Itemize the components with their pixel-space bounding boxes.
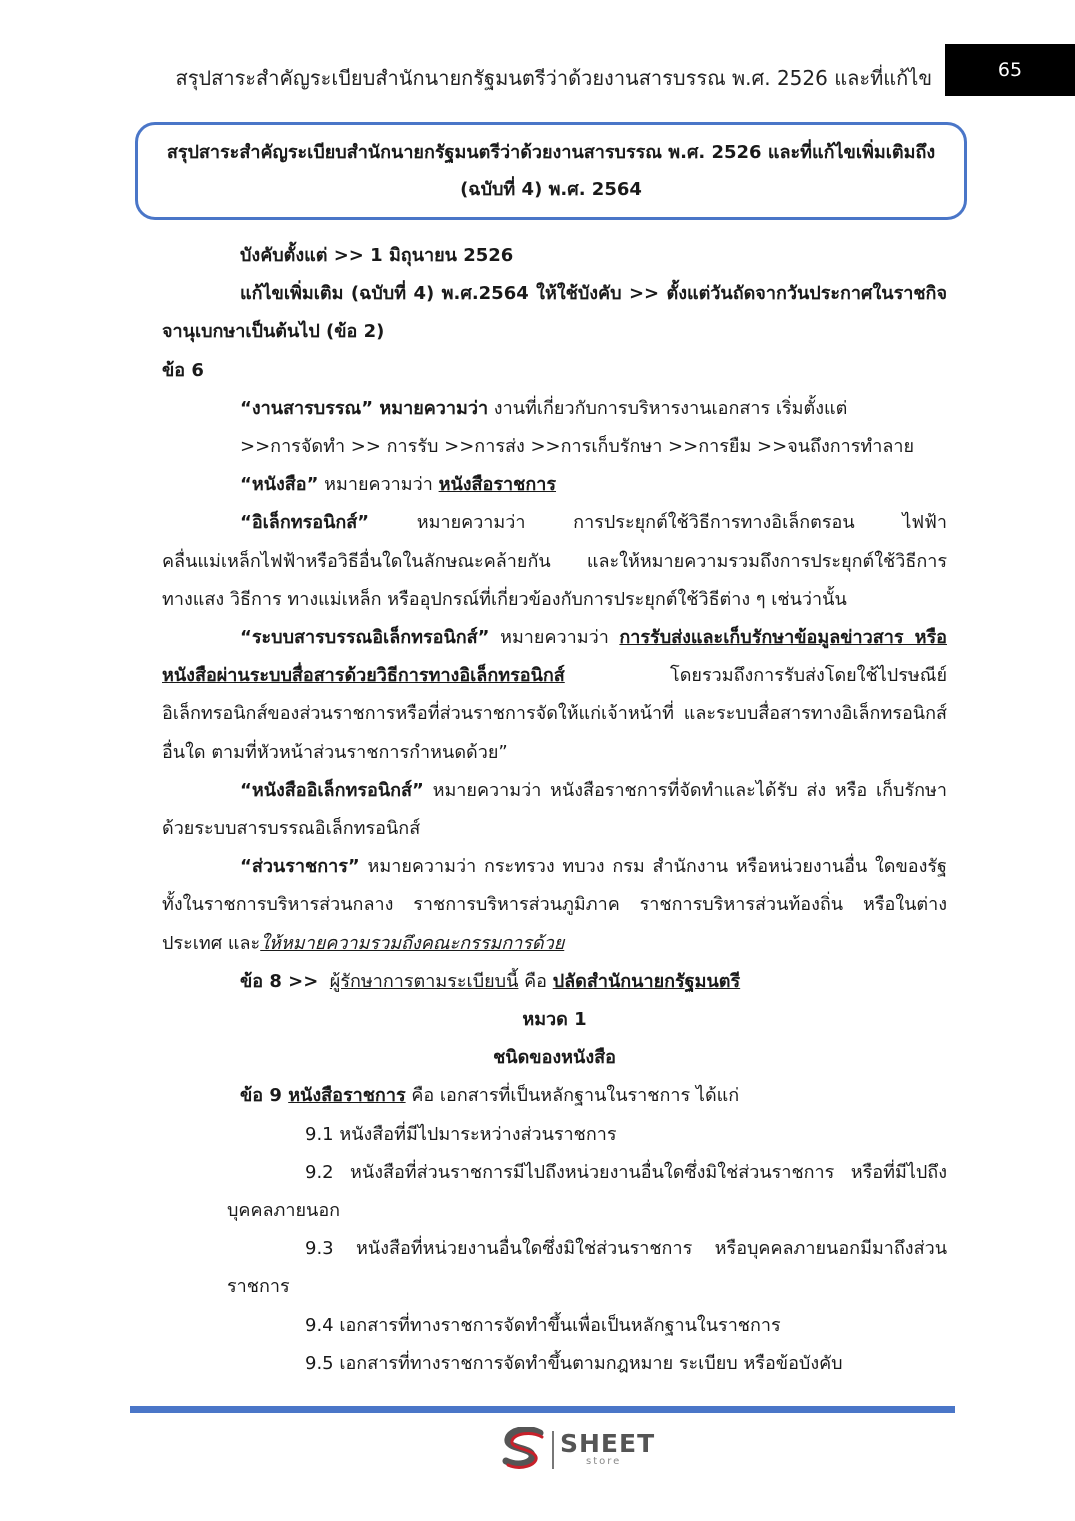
clause-6-heading: ข้อ 6 xyxy=(162,359,204,381)
item-9-2: 9.2 หนังสือที่ส่วนราชการมีไปถึงหน่วยงานอื่นใดซึ่งมิใช่ส่วนราชการ หรือที่มีไปถึงบุคคลภายนอก xyxy=(227,1161,947,1222)
footer-rule xyxy=(130,1406,955,1413)
definition-e-saraban: “ระบบสารบรรณอิเล็กทรอนิกส์” หมายความว่า การรับส่งและเก็บรักษาข้อมูลข่าวสาร หรือหนังสือผ่านระบบสื่อสารด้วยวิธีการทางอิเล็กทรอนิกส์ โดยรวมถึงการรับส่งโดยใช้ไปรษณีย์อิเล็กทรอนิกส์ของส่วนราชการหรือที่ส่วนราชการจัดให้แก่เจ้าหน้าที่ และระบบสื่อสารทางอิเล็กทรอนิกส์อื่นใด ตามที่หัวหน้าส่วนราชการกำหนดด้วย” xyxy=(162,627,947,763)
definition-electronic: “อิเล็กทรอนิกส์” หมายความว่า การประยุกต์ใช้วิธีการทางอิเล็กตรอน ไฟฟ้า คลื่นแม่เหล็กไฟฟ้าหรือวิธีอื่นใดในลักษณะคล้ายกัน และให้หมายความรวมถึงการประยุกต์ใช้วิธีการทางแสง วิธีการ ทางแม่เหล็ก หรืออุปกรณ์ที่เกี่ยวข้องกับการประยุกต์ใช้วิธีต่าง ๆ เช่นว่านั้น xyxy=(162,512,947,610)
sheet-store-s-icon xyxy=(500,1427,548,1473)
logo-divider xyxy=(552,1431,554,1469)
effective-date: บังคับตั้งแต่ >> 1 มิถุนายน 2526 xyxy=(240,245,514,266)
document-body xyxy=(162,237,947,1383)
page-number: 65 xyxy=(945,44,1075,96)
item-9-5: 9.5 เอกสารที่ทางราชการจัดทำขึ้นตามกฎหมาย ระเบียบ หรือข้อบังคับ xyxy=(305,1352,843,1374)
definition-e-document: “หนังสืออิเล็กทรอนิกส์” หมายความว่า หนังสือราชการที่จัดทำและได้รับ ส่ง หรือ เก็บรักษาด้วยระบบสารบรรณอิเล็กทรอนิกส์ xyxy=(162,779,947,840)
chapter-title: ชนิดของหนังสือ xyxy=(493,1047,616,1069)
sheet-store-logo xyxy=(500,1427,660,1473)
definition-saraban-steps: >>การจัดทำ >> การรับ >>การส่ง >>การเก็บรักษา >>การยืม >>จนถึงการทำลาย xyxy=(240,436,915,458)
chapter-number: หมวด 1 xyxy=(522,1009,587,1031)
item-9-4: 9.4 เอกสารที่ทางราชการจัดทำขึ้นเพื่อเป็นหลักฐานในราชการ xyxy=(305,1314,781,1336)
definition-nangsue: “หนังสือ” หมายความว่า หนังสือราชการ xyxy=(240,474,557,496)
title-line-2: (ฉบับที่ 4) พ.ศ. 2564 xyxy=(460,179,642,200)
item-9-1: 9.1 หนังสือที่มีไปมาระหว่างส่วนราชการ xyxy=(305,1123,617,1145)
logo-word: SHEET xyxy=(560,1429,656,1458)
clause-8: ข้อ 8 >> ผู้รักษาการตามระเบียบนี้ คือ ปลัดสำนักนายกรัฐมนตรี xyxy=(240,970,741,992)
amendment-note: แก้ไขเพิ่มเติม (ฉบับที่ 4) พ.ศ.2564 ให้ใช้บังคับ >> ตั้งแต่วันถัดจากวันประกาศในราชกิจจานุเบกษาเป็นต้นไป (ข้อ 2) xyxy=(162,283,947,343)
definition-saraban: “งานสารบรรณ” หมายความว่า งานที่เกี่ยวกับการบริหารงานเอกสาร เริ่มตั้งแต่ xyxy=(240,397,848,419)
clause-9: ข้อ 9 หนังสือราชการ คือ เอกสารที่เป็นหลักฐานในราชการ ได้แก่ xyxy=(240,1085,740,1107)
logo-sub: store xyxy=(586,1456,622,1467)
running-header: สรุปสาระสำคัญระเบียบสำนักนายกรัฐมนตรีว่าด้วยงานสารบรรณ พ.ศ. 2526 และที่แก้ไข xyxy=(175,66,932,90)
definition-government-agency: “ส่วนราชการ” หมายความว่า กระทรวง ทบวง กรม สำนักงาน หรือหน่วยงานอื่น ใดของรัฐ ทั้งในราชการบริหารส่วนกลาง ราชการบริหารส่วนภูมิภาค ราชการบริหารส่วนท้องถิ่น หรือในต่างประเทศ และให้หมายความรวมถึงคณะกรรมการด้วย xyxy=(162,856,947,954)
title-line-1: สรุปสาระสำคัญระเบียบสำนักนายกรัฐมนตรีว่าด้วยงานสารบรรณ พ.ศ. 2526 และที่แก้ไขเพิ่มเติมถึง xyxy=(166,142,936,163)
item-9-3: 9.3 หนังสือที่หน่วยงานอื่นใดซึ่งมิใช่ส่วนราชการ หรือบุคคลภายนอกมีมาถึงส่วนราชการ xyxy=(227,1238,947,1298)
title-box xyxy=(135,122,967,220)
